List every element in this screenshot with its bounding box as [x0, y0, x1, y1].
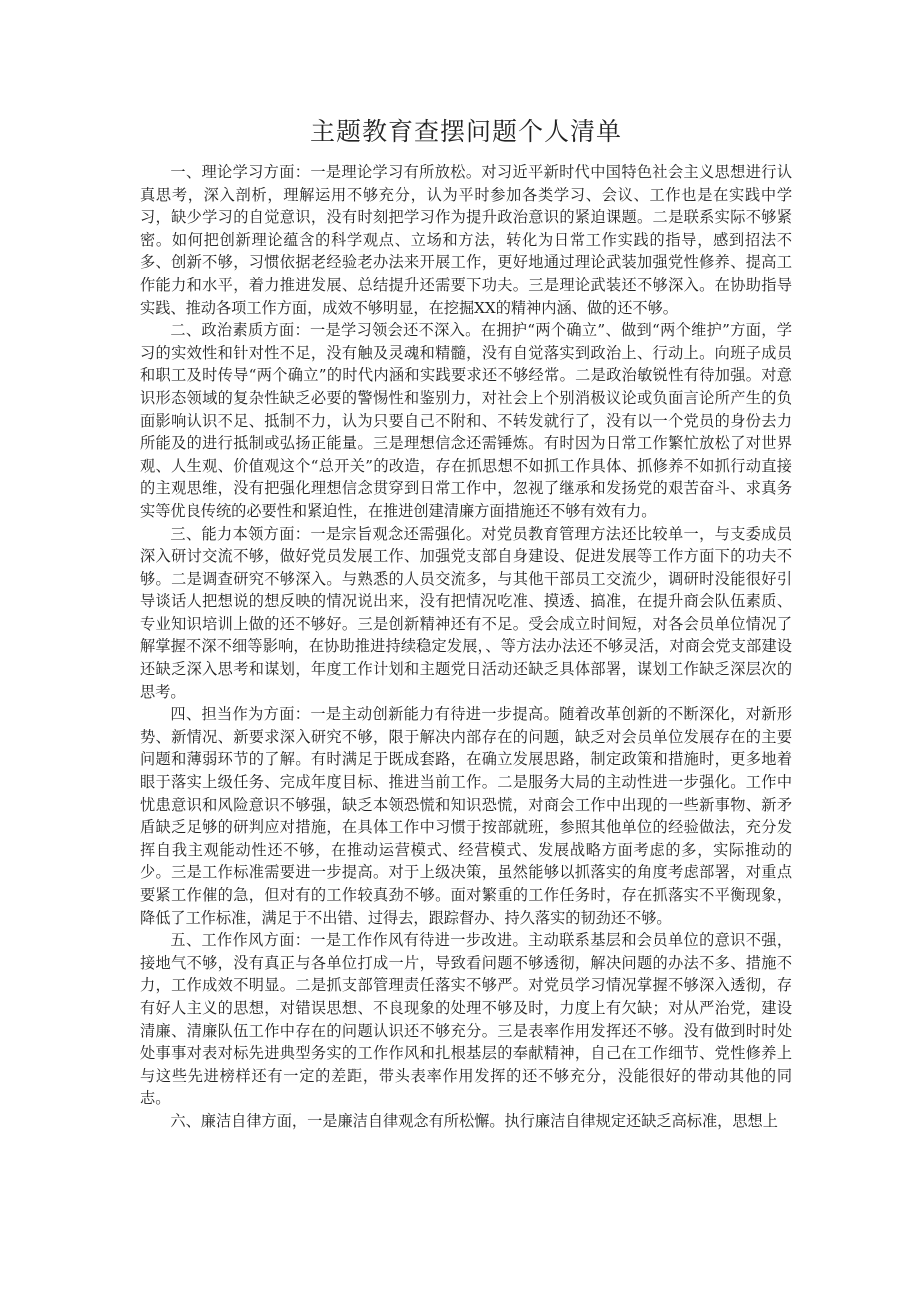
paragraph-responsibility: 四、担当作为方面：一是主动创新能力有待进一步提高。随着改革创新的不断深化，对新形势、新情况、新要求深入研究不够，限于解决内部存在的问题，缺乏对会员单位发展存在的主要问题和薄弱环节的了解。有时满足于既成套路，在确立发展思路，制定政策和措施时，更多地着眼于落实上级任务、完成年度目标、推进当前工作。二是服务大局的主动性进一步强化。工作中忧患意识和风险意识不够强，缺乏本领恐慌和知识恐慌，对商会工作中出现的一些新事物、新矛盾缺乏足够的研判应对措施，在具体工作中习惯于按部就班，参照其他单位的经验做法，充分发挥自我主观能动性还不够，在推动运营模式、经营模式、发展战略方面考虑的多，实际推动的少。三是工作标准需要进一步提高。对于上级决策，虽然能够以抓落实的角度考虑部署，对重点要紧工作催的急，但对有的工作较真劲不够。面对繁重的工作任务时，存在抓落实不平衡现象，降低了工作标准，满足于不出错、过得去，跟踪督办、持久落实的韧劲还不够。 [140, 705, 792, 927]
document-title: 主题教育查摆问题个人清单 [309, 117, 622, 146]
paragraph-ability: 三、能力本领方面：一是宗旨观念还需强化。对党员教育管理方法还比较单一，与支委成员深入研讨交流不够，做好党员发展工作、加强党支部自身建设、促进发展等工作方面下的功夫不够。二是调查研究不够深入。与熟悉的人员交流多，与其他干部员工交流少，调研时没能很好引导谈话人把想说的想反映的情况说出来，没有把情况吃准、摸透、搞准，在提升商会队伍素质、专业知识培训上做的还不够好。三是创新精神还有不足。受会成立时间短，对各会员单位情况了解掌握不深不细等影响，在协助推进持续稳定发展，、等方法办法还不够灵活，对商会党支部建设还缺乏深入思考和谋划，年度工作计划和主题党日活动还缺乏具体部署，谋划工作缺乏深层次的思考。 [140, 524, 792, 701]
paragraph-political-quality: 二、政治素质方面：一是学习领会还不深入。在拥护“两个确立”、做到“两个维护”方面，学习的实效性和针对性不足，没有触及灵魂和精髓，没有自觉落实到政治上、行动上。向班子成员和职工及时传导“两个确立”的时代内涵和实践要求还不够经常。二是政治敏锐性有待加强。对意识形态领域的复杂性缺乏必要的警惕性和鉴别力，对社会上个别消极议论或负面言论所产生的负面影响认识不足、抵制不力，认为只要自己不附和、不转发就行了，没有以一个党员的身份去力所能及的进行抵制或弘扬正能量。三是理想信念还需锤炼。有时因为日常工作繁忙放松了对世界观、人生观、价值观这个“总开关”的改造，存在抓思想不如抓工作具体、抓修养不如抓行动直接的主观思维，没有把强化理想信念贯穿到日常工作中，忽视了继承和发扬党的艰苦奋斗、求真务实等优良传统的必要性和紧迫性，在推进创建清廉方面措施还不够有效有力。 [140, 321, 792, 520]
document-page [140, 112, 792, 1133]
paragraph-work-style: 五、工作作风方面：一是工作作风有待进一步改进。主动联系基层和会员单位的意识不强，接地气不够，没有真正与各单位打成一片，导致看问题不够透彻，解决问题的办法不多、措施不力，工作成效不明显。二是抓支部管理责任落实不够严。对党员学习情况掌握不够深入透彻，存有好人主义的思想，对错误思想、不良现象的处理不够及时，力度上有欠缺；对从严治党，建设清廉、清廉队伍工作中存在的问题认识还不够充分。三是表率作用发挥还不够。没有做到时时处处事事对表对标先进典型务实的工作作风和扎根基层的奉献精神，自己在工作细节、党性修养上与这些先进榜样还有一定的差距，带头表率作用发挥的还不够充分，没能很好的带动其他的同志。 [140, 931, 792, 1108]
paragraph-theory-study: 一、理论学习方面：一是理论学习有所放松。对习近平新时代中国特色社会主义思想进行认真思考，深入剖析，理解运用不够充分，认为平时参加各类学习、会议、工作也是在实践中学习，缺少学习的自觉意识，没有时刻把学习作为提升政治意识的紧迫课题。二是联系实际不够紧密。如何把创新理论蕴含的科学观点、立场和方法，转化为日常工作实践的指导，感到招法不多、创新不够，习惯依据老经验老办法来开展工作，更好地通过理论武装加强党性修养、提高工作能力和水平，着力推进发展、总结提升还需要下功夫。三是理论武装还不够深入。在协助指导实践、推动各项工作方面，成效不够明显，在挖掘XX的精神内涵、做的还不够。 [140, 163, 792, 317]
paragraph-integrity: 六、廉洁自律方面，一是廉洁自律观念有所松懈。执行廉洁自律规定还缺乏高标准，思想上 [170, 1111, 778, 1130]
